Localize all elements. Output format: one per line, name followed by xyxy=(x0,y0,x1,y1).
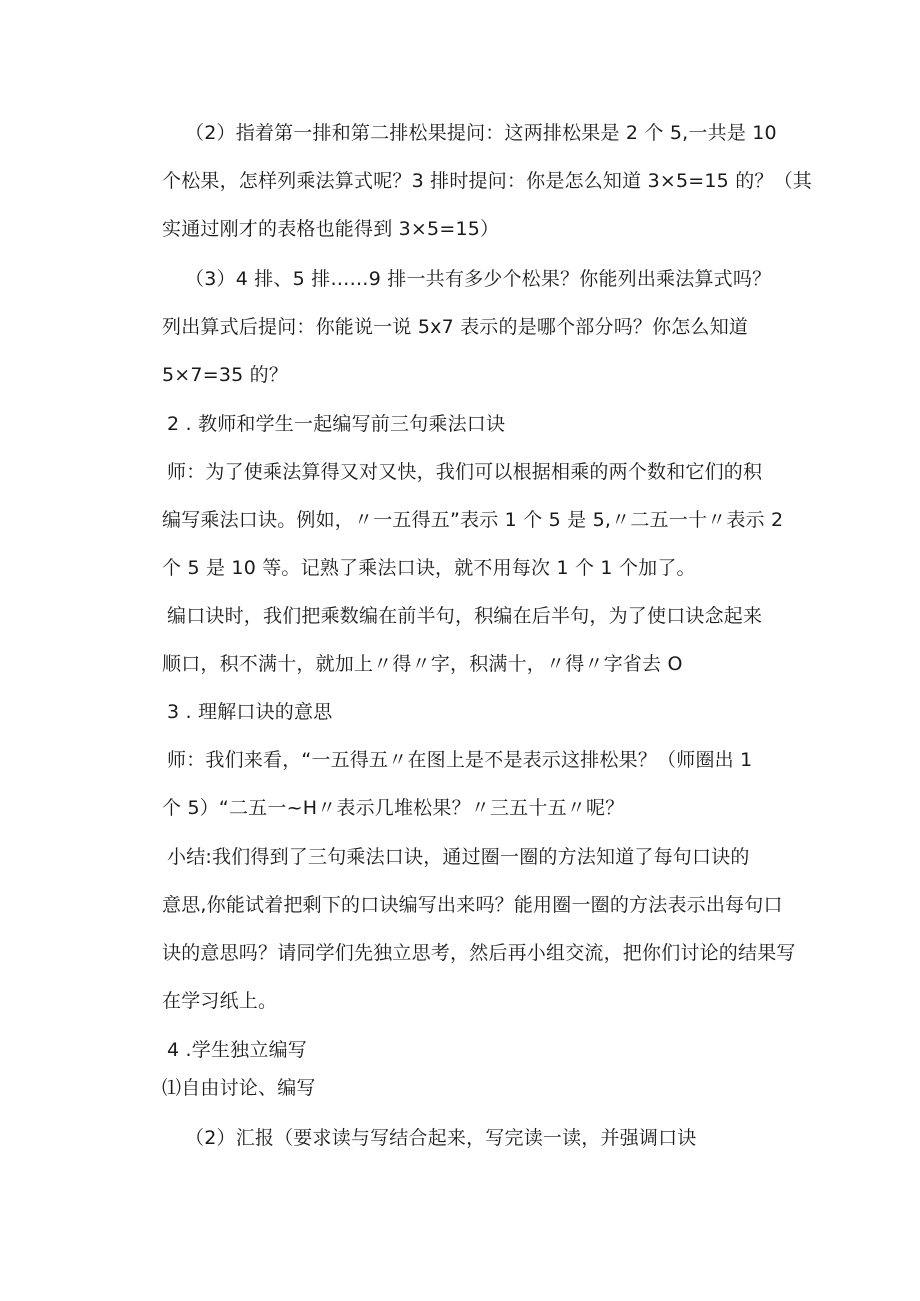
paragraph-line-4: （3）4 排、5 排……9 排一共有多少个松果？你能列出乘法算式吗？ xyxy=(185,268,772,290)
paragraph-line-1: （2）指着第一排和第二排松果提问：这两排松果是 2 个 5,一共是 10 xyxy=(185,122,777,144)
paragraph-line-19: 在学习纸上。 xyxy=(162,990,278,1012)
section-heading-4: 4 .学生独立编写 xyxy=(167,1039,307,1061)
paragraph-line-14: 师：我们来看，“一五得五〃在图上是不是表示这排松果？（师圈出 1 xyxy=(167,749,753,771)
sub-item-2: （2）汇报（要求读与写结合起来，写完读一读，并强调口诀 xyxy=(185,1127,697,1149)
paragraph-line-5: 列出算式后提问：你能说一说 5x7 表示的是哪个部分吗？你怎么知道 xyxy=(162,316,749,338)
paragraph-line-12: 顺口，积不满十，就加上〃得〃字，积满十，〃得〃字省去 O xyxy=(162,653,683,675)
paragraph-line-6: 5×7=35 的？ xyxy=(162,364,289,386)
paragraph-line-17: 意思,你能试着把剩下的口诀编写出来吗？能用圈一圈的方法表示出每句口 xyxy=(162,894,783,916)
paragraph-line-8: 师：为了使乘法算得又对又快，我们可以根据相乘的两个数和它们的积 xyxy=(167,461,763,483)
paragraph-line-16: 小结:我们得到了三句乘法口诀，通过圈一圈的方法知道了每句口诀的 xyxy=(167,846,750,868)
paragraph-line-15: 个 5）“二五一~H〃表示几堆松果？〃三五十五〃呢？ xyxy=(162,797,625,819)
section-heading-2: 2 . 教师和学生一起编写前三句乘法口诀 xyxy=(167,413,506,435)
paragraph-line-10: 个 5 是 10 等。记熟了乘法口诀，就不用每次 1 个 1 个加了。 xyxy=(162,557,696,579)
sub-item-1: ⑴自由讨论、编写 xyxy=(162,1077,316,1099)
paragraph-line-18: 诀的意思吗？请同学们先独立思考，然后再小组交流，把你们讨论的结果写 xyxy=(162,942,796,964)
section-heading-3: 3 . 理解口诀的意思 xyxy=(167,701,333,723)
paragraph-line-9: 编写乘法口诀。例如，〃一五得五”表示 1 个 5 是 5,〃二五一十〃表示 2 xyxy=(162,509,784,531)
paragraph-line-11: 编口诀时，我们把乘数编在前半句，积编在后半句，为了使口诀念起来 xyxy=(167,605,763,627)
paragraph-line-2: 个松果，怎样列乘法算式呢？3 排时提问：你是怎么知道 3×5=15 的？（其 xyxy=(162,170,813,192)
paragraph-line-3: 实通过刚才的表格也能得到 3×5=15） xyxy=(162,218,500,240)
